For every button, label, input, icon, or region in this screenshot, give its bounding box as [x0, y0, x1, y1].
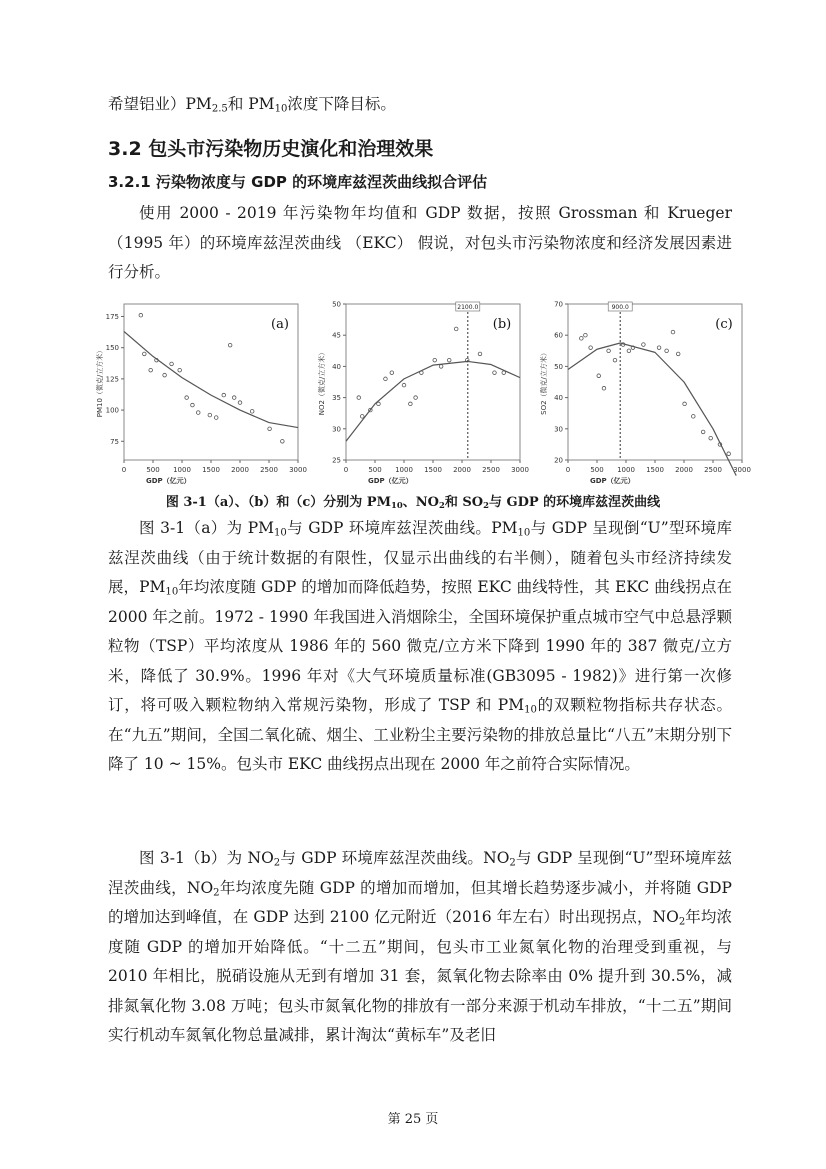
data-point	[627, 349, 631, 353]
fit-curve	[346, 361, 520, 441]
text-span: 图 3-1（a）为 PM	[139, 519, 275, 537]
x-tick-label: 2500	[260, 466, 278, 474]
data-point	[447, 358, 451, 362]
y-axis-label: PM10（微克/立方米）	[96, 346, 104, 418]
x-tick-label: 2000	[675, 466, 693, 474]
data-point	[214, 416, 218, 420]
section-heading: 3.2 包头市污染物历史演化和治理效果	[108, 138, 434, 160]
paragraph-intro-fragment	[108, 90, 732, 120]
y-tick-label: 50	[332, 300, 341, 309]
panel-label: (b)	[492, 317, 512, 332]
panel-label: (a)	[271, 317, 289, 332]
y-tick-label: 150	[105, 344, 119, 353]
paragraph-method	[108, 199, 732, 288]
data-point	[433, 358, 437, 362]
data-point	[196, 411, 200, 415]
data-point	[439, 365, 443, 369]
y-tick-label: 175	[105, 312, 119, 321]
data-point	[478, 352, 482, 356]
subscript: 2	[509, 857, 516, 869]
text-span: 希望铝业）PM	[108, 95, 212, 113]
data-point	[580, 337, 584, 341]
subscript: 10	[274, 103, 288, 115]
x-tick-label: 1000	[617, 466, 635, 474]
data-point	[502, 371, 506, 375]
data-point	[414, 396, 418, 400]
y-tick-label: 40	[332, 362, 341, 371]
x-tick-label: 3000	[289, 466, 307, 474]
y-tick-label: 25	[332, 456, 341, 465]
x-tick-label: 500	[368, 466, 382, 474]
data-point	[178, 368, 182, 372]
text-span: 与 GDP 呈现倒“U”型环境库兹涅茨曲线，NO	[108, 849, 732, 897]
data-point	[602, 386, 606, 390]
data-point	[377, 402, 381, 406]
subscript: 10	[390, 500, 403, 511]
data-point	[250, 410, 254, 414]
data-point	[420, 371, 424, 375]
y-tick-label: 30	[332, 425, 341, 434]
data-point	[281, 439, 285, 443]
text-span: 与 GDP 环境库兹涅茨曲线。PM	[286, 519, 518, 537]
y-tick-label: 20	[554, 456, 563, 465]
data-point	[409, 402, 413, 406]
data-point	[671, 330, 675, 334]
y-tick-label: 40	[554, 394, 563, 403]
text-span: 图 3-1（b）为 NO	[139, 849, 274, 867]
x-tick-label: 1500	[202, 466, 220, 474]
page-number: 第 25 页	[387, 1112, 439, 1127]
data-point	[657, 346, 661, 350]
fit-curve	[124, 331, 298, 427]
data-point	[701, 430, 705, 434]
data-point	[191, 403, 195, 407]
subscript: 2	[483, 500, 489, 511]
subsection-heading: 3.2.1 污染物浓度与 GDP 的环境库兹涅茨曲线拟合评估	[108, 173, 488, 191]
x-tick-label: 500	[146, 466, 160, 474]
paragraph-no2-analysis	[108, 844, 732, 1051]
subscript: 2	[213, 887, 220, 899]
data-point	[589, 346, 593, 350]
x-tick-label: 1500	[424, 466, 442, 474]
subscript: 10	[165, 586, 179, 598]
y-tick-label: 125	[105, 375, 119, 384]
chart-no2-ekc	[310, 300, 529, 485]
data-point	[676, 352, 680, 356]
data-point	[691, 415, 695, 419]
fit-curve	[565, 343, 736, 476]
chart-so2-ekc	[532, 300, 751, 485]
x-tick-label: 500	[590, 466, 604, 474]
data-point	[597, 374, 601, 378]
figure-3-1	[88, 300, 751, 485]
text-span: 与 GDP 呈现倒“U”型环境库兹涅茨曲线（由于统计数据的有限性，仅显示出曲线的右半侧），随着包头市经济持续发展，PM	[108, 519, 732, 596]
x-axis-label: GDP（亿元）	[368, 477, 413, 485]
y-tick-label: 100	[105, 406, 119, 415]
turning-point-label: 900.0	[611, 304, 629, 311]
data-point	[727, 452, 731, 456]
x-tick-label: 3000	[733, 466, 751, 474]
paragraph-text	[108, 514, 732, 780]
text-span: 与 GDP 的环境库兹涅茨曲线	[488, 495, 661, 510]
data-point	[170, 362, 174, 366]
x-tick-label: 3000	[511, 466, 529, 474]
x-tick-label: 0	[343, 466, 349, 474]
data-point	[238, 401, 242, 405]
x-axis-label: GDP（亿元）	[146, 477, 191, 485]
data-point	[139, 313, 143, 317]
data-point	[665, 349, 669, 353]
chart-pm10-ekc	[88, 300, 307, 485]
y-tick-label: 60	[554, 331, 563, 340]
data-point	[208, 413, 212, 417]
x-tick-label: 1500	[646, 466, 664, 474]
data-point	[683, 402, 687, 406]
subscript: 10	[517, 527, 531, 539]
subscript: 2	[438, 500, 445, 511]
subscript: 2	[273, 857, 281, 869]
data-point	[228, 343, 232, 347]
x-tick-label: 2500	[704, 466, 722, 474]
data-point	[268, 427, 272, 431]
text-span: 图 3-1（a）、（b）和（c）分别为 PM	[165, 495, 391, 510]
text-span: 与 GDP 环境库兹涅茨曲线。NO	[280, 849, 510, 867]
data-point	[454, 327, 458, 331]
text-span: 年均浓度随 GDP 的增加开始降低。“十二五”期间，包头市工业氮氧化物的治理受到重视，与 2010 年相比，脱硝设施从无到有增加 31 套，氮氧化物去除率由 0% 提升到 30.5%，减排氮氧化物 3.08 万吨；包头市氮氧化物的排放有一部分来源于机动车排放，“十二五”期间实行机动车氮氧化物总量减排，累计淘汰“黄标车”及老旧	[108, 908, 732, 1044]
y-tick-label: 70	[554, 300, 563, 309]
x-tick-label: 0	[565, 466, 571, 474]
data-point	[613, 358, 617, 362]
subscript: 10	[524, 704, 537, 716]
text-span: 年均浓度先随 GDP 的增加而增加，但其增长趋势逐步减小，并将随 GDP 的增加达到峰值，在 GDP 达到 2100 亿元附近（2016 年左右）时出现拐点，NO	[108, 878, 732, 926]
paragraph-pm10-analysis	[108, 514, 732, 780]
x-tick-label: 2500	[482, 466, 500, 474]
data-point	[143, 352, 147, 356]
data-point	[493, 371, 497, 375]
data-point	[642, 343, 646, 347]
text-span: 、NO	[402, 495, 439, 510]
data-point	[222, 393, 226, 397]
text-span: 和 PM	[227, 95, 275, 113]
y-tick-label: 30	[554, 425, 563, 434]
panel-label: (c)	[715, 317, 733, 332]
data-point	[357, 396, 361, 400]
x-tick-label: 2000	[231, 466, 249, 474]
turning-point-label: 2100.0	[457, 304, 479, 311]
y-tick-label: 50	[554, 362, 563, 371]
paragraph-text: 使用 2000 - 2019 年污染物年均值和 GDP 数据，按照 Grossman 和 Krueger （1995 年）的环境库兹涅茨曲线 （EKC） 假说，对包头市污染物浓度和经济发展因素进行分析。	[108, 204, 732, 281]
subscript: 2	[678, 916, 686, 928]
data-point	[709, 436, 713, 440]
text-span: 的双颗粒物指标共存状态。在“九五”期间，全国二氧化硫、烟尘、工业粉尘主要污染物的排放总量比“八五”末期分别下降了 10 ~ 15%。包头市 EKC 曲线拐点出现在 2000 年之前符合实际情况。	[108, 696, 732, 773]
text-span: 和 SO	[444, 495, 484, 510]
data-point	[232, 396, 236, 400]
data-point	[584, 333, 588, 337]
x-tick-label: 1000	[173, 466, 191, 474]
x-axis-label: GDP（亿元）	[590, 477, 635, 485]
data-point	[149, 368, 153, 372]
data-point	[607, 349, 611, 353]
subscript: 2.5	[211, 103, 228, 115]
x-tick-label: 1000	[395, 466, 413, 474]
data-point	[163, 373, 167, 377]
y-tick-label: 45	[332, 331, 341, 340]
x-tick-label: 0	[121, 466, 127, 474]
data-point	[390, 371, 394, 375]
y-axis-label: SO2（微克/立方米）	[540, 349, 548, 415]
text-span: 浓度下降目标。	[287, 95, 396, 113]
data-point	[384, 377, 388, 381]
paragraph-text	[108, 844, 732, 1051]
y-tick-label: 75	[110, 437, 119, 446]
subscript: 10	[274, 527, 287, 539]
data-point	[185, 396, 189, 400]
data-point	[360, 415, 364, 419]
data-point	[402, 383, 406, 387]
figure-caption	[0, 491, 826, 510]
text-span: 年均浓度随 GDP 的增加而降低趋势，按照 EKC 曲线特性，其 EKC 曲线拐点在 2000 年之前。1972 - 1990 年我国进入消烟除尘，全国环境保护重点城市空气中总悬浮颗粒物（TSP）平均浓度从 1986 年的 560 微克/立方米下降到 1990 年的 387 微克/立方米，降低了 30.9%。1996 年对《大气环境质量标准(GB3095 - 1982)》进行第一次修订，将可吸入颗粒物纳入常规污染物，形成了 TSP 和 PM	[108, 578, 732, 714]
x-tick-label: 2000	[453, 466, 471, 474]
y-tick-label: 35	[332, 394, 341, 403]
y-axis-label: NO2（微克/立方米）	[318, 348, 326, 416]
